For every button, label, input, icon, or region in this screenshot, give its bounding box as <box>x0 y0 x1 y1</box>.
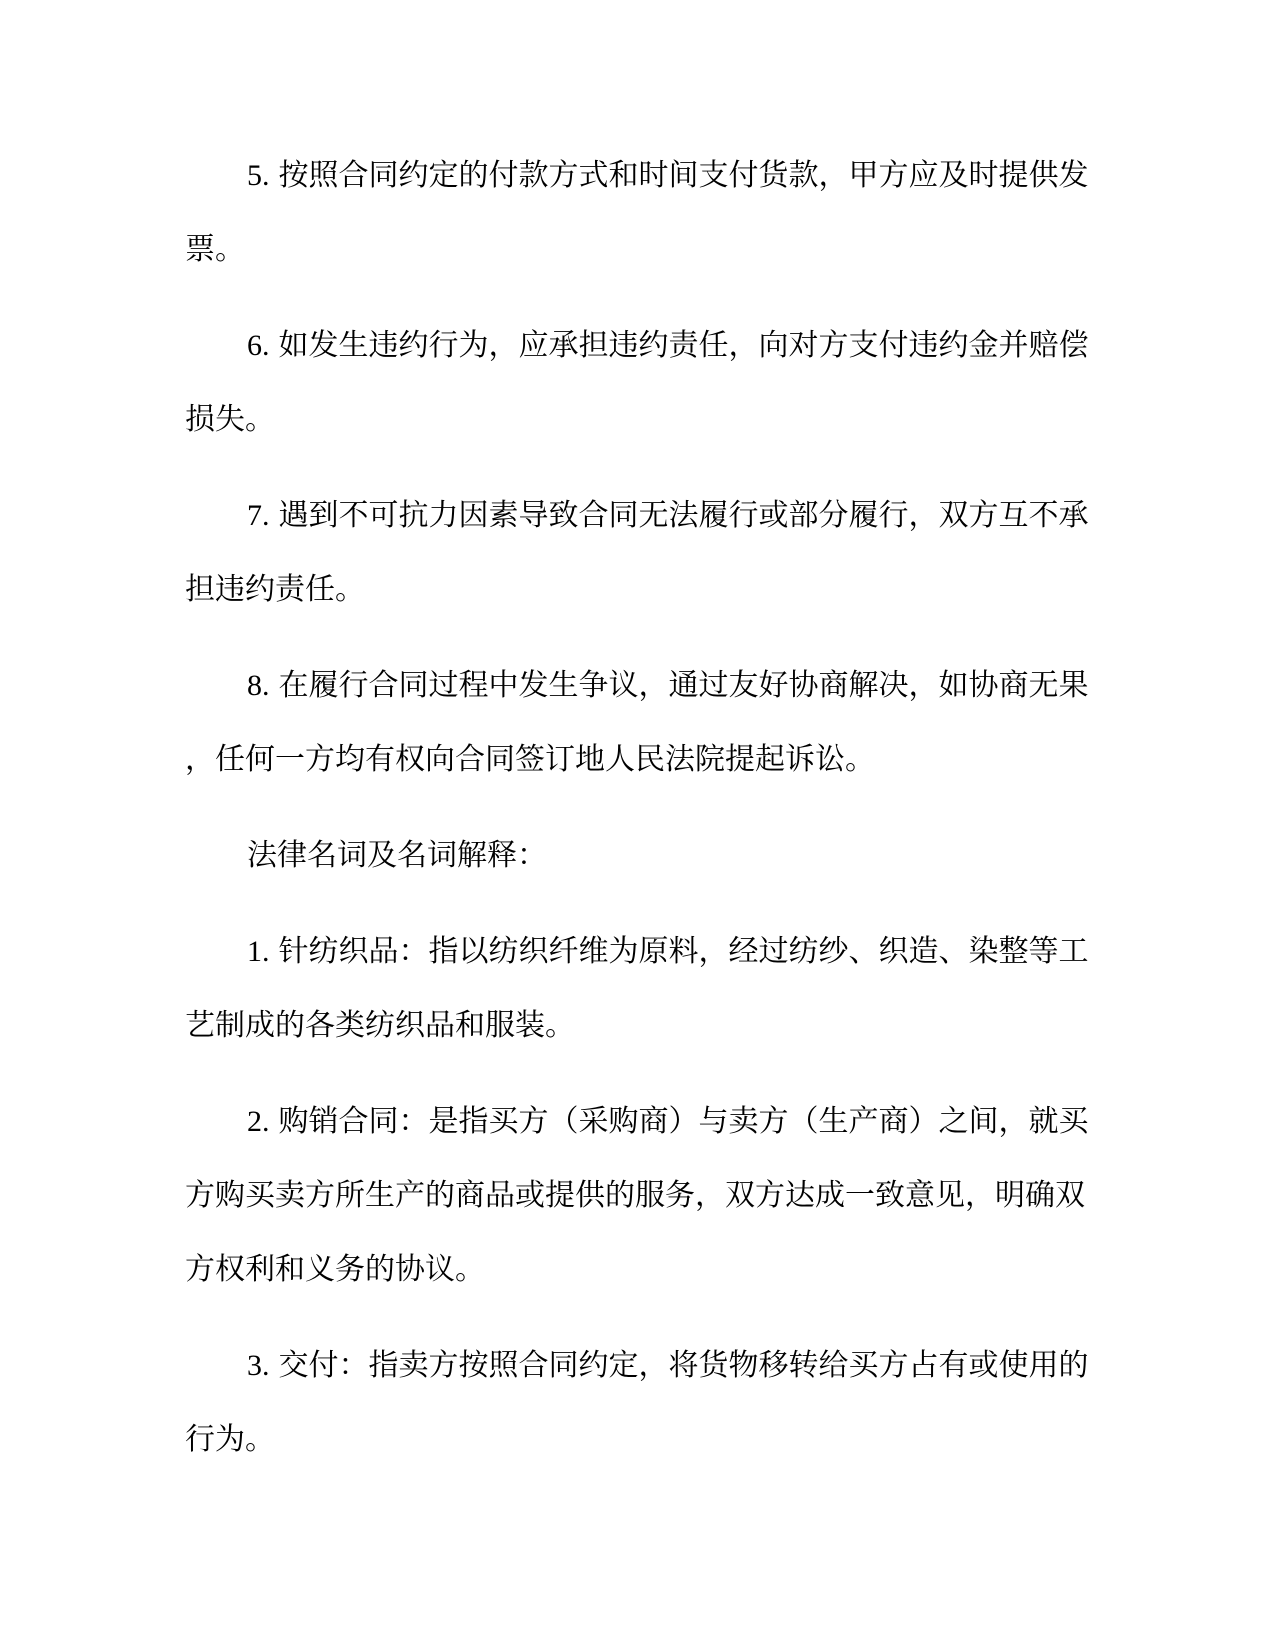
list-number: 5. <box>247 159 270 192</box>
line-text: 交付：指卖方按照合同约定，将货物移转给买方占有或使用的 <box>278 1349 1089 1382</box>
line-text: 方购买卖方所生产的商品或提供的服务，双方达成一致意见，明确双 <box>185 1179 1085 1212</box>
paragraph-clause-8 <box>185 649 1090 797</box>
line-text: 行为。 <box>185 1423 275 1456</box>
list-number: 3. <box>247 1349 270 1382</box>
paragraph-line <box>185 1329 1090 1403</box>
paragraph-clause-6 <box>185 309 1090 457</box>
paragraph-line <box>185 1159 1090 1233</box>
paragraph-line <box>185 1403 1090 1477</box>
paragraph-term-1 <box>185 915 1090 1063</box>
paragraph-line <box>185 479 1090 553</box>
list-number: 7. <box>247 499 270 532</box>
line-text: 方权利和义务的协议。 <box>185 1253 485 1286</box>
paragraph-line <box>185 1233 1090 1307</box>
paragraph-line <box>185 383 1090 457</box>
line-text: 票。 <box>185 233 245 266</box>
paragraph-line <box>185 309 1090 383</box>
paragraph-line <box>185 989 1090 1063</box>
paragraph-line <box>185 649 1090 723</box>
paragraph-line <box>185 139 1090 213</box>
line-text: 法律名词及名词解释： <box>247 839 547 872</box>
line-text: ，任何一方均有权向合同签订地人民法院提起诉讼。 <box>185 743 875 776</box>
list-number: 8. <box>247 669 270 702</box>
paragraph-term-2 <box>185 1085 1090 1307</box>
paragraph-line <box>185 819 1090 893</box>
line-text: 艺制成的各类纺织品和服装。 <box>185 1009 575 1042</box>
line-text: 遇到不可抗力因素导致合同无法履行或部分履行，双方互不承 <box>278 499 1089 532</box>
paragraph-term-3 <box>185 1329 1090 1477</box>
list-number: 6. <box>247 329 270 362</box>
line-text: 购销合同：是指买方（采购商）与卖方（生产商）之间，就买 <box>278 1105 1089 1138</box>
list-number: 1. <box>247 935 270 968</box>
line-text: 损失。 <box>185 403 275 436</box>
legal-terms-heading <box>185 819 1090 893</box>
paragraph-clause-5 <box>185 139 1090 287</box>
line-text: 按照合同约定的付款方式和时间支付货款，甲方应及时提供发 <box>278 159 1089 192</box>
line-text: 针纺织品：指以纺织纤维为原料，经过纺纱、织造、染整等工 <box>278 935 1089 968</box>
paragraph-line <box>185 1085 1090 1159</box>
line-text: 担违约责任。 <box>185 573 365 606</box>
list-number: 2. <box>247 1105 270 1138</box>
paragraph-line <box>185 723 1090 797</box>
paragraph-line <box>185 213 1090 287</box>
paragraph-clause-7 <box>185 479 1090 627</box>
paragraph-line <box>185 915 1090 989</box>
line-text: 如发生违约行为，应承担违约责任，向对方支付违约金并赔偿 <box>278 329 1089 362</box>
line-text: 在履行合同过程中发生争议，通过友好协商解决，如协商无果 <box>278 669 1089 702</box>
paragraph-line <box>185 553 1090 627</box>
